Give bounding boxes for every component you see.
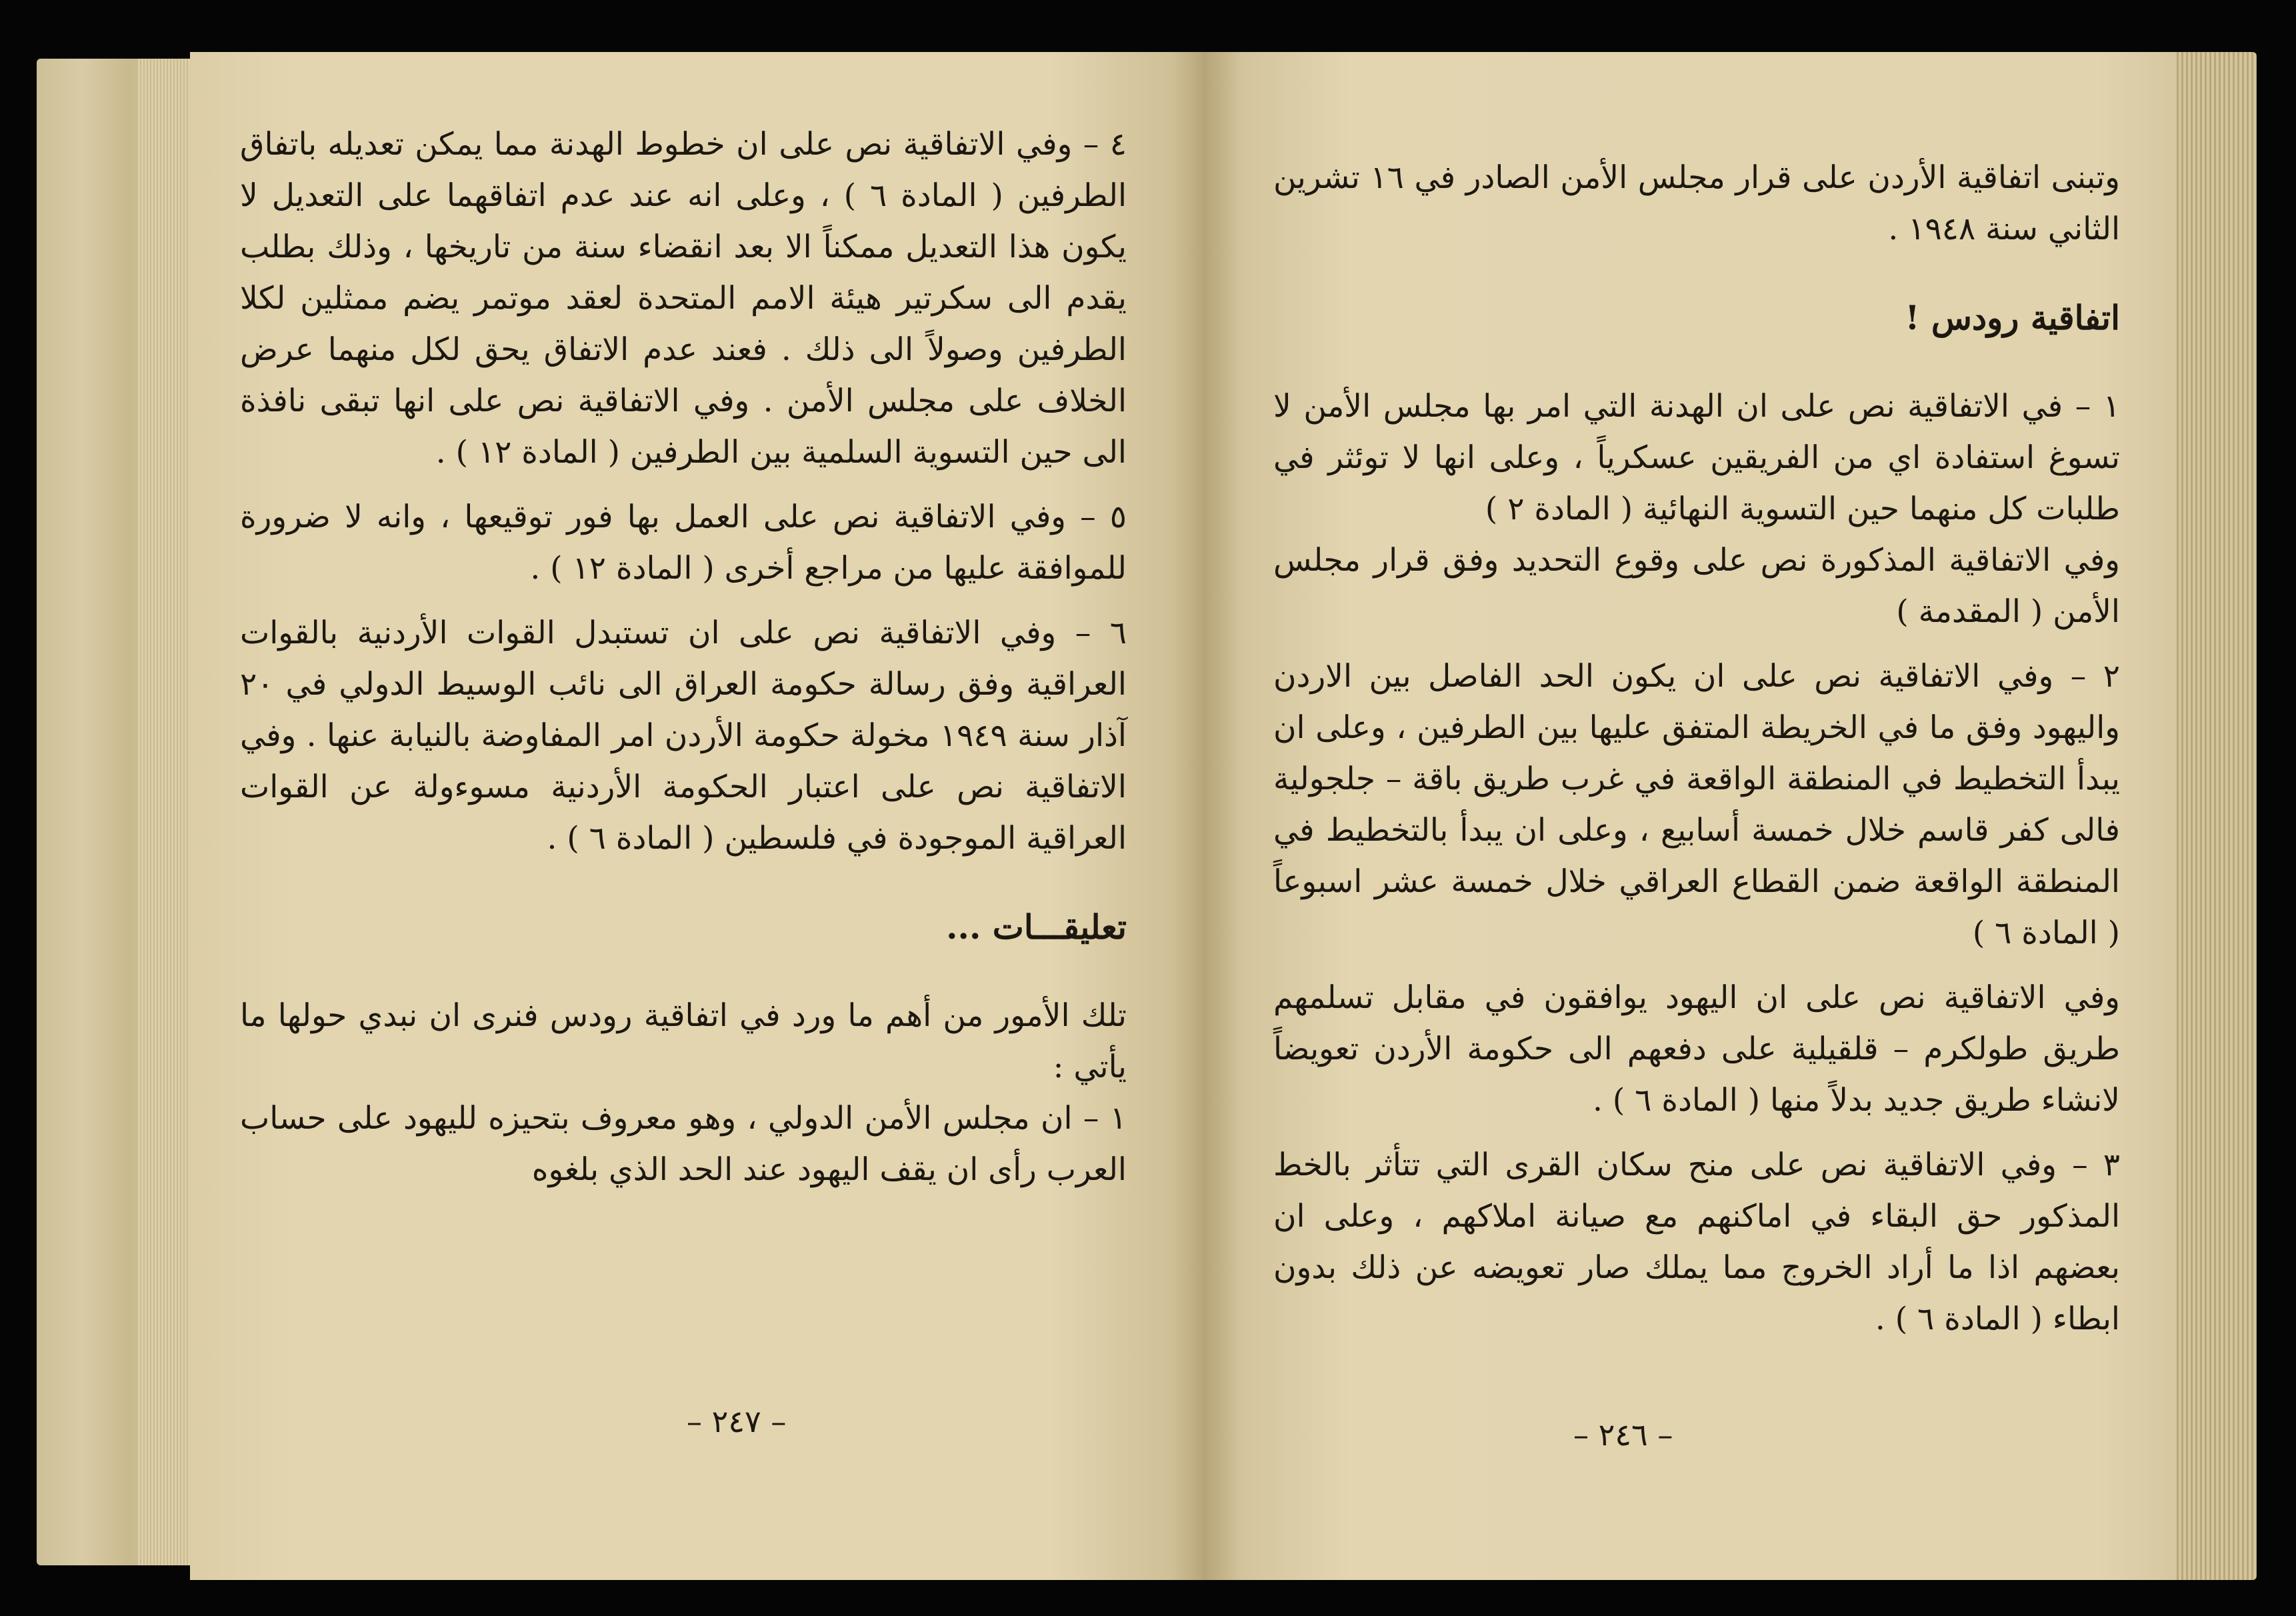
left-page-text: [240, 119, 1127, 1195]
paragraph: ١ – ان مجلس الأمن الدولي ، وهو معروف بتحيزه لليهود على حساب العرب رأى ان يقف اليهود عند الحد الذي بلغوه: [240, 1100, 1127, 1188]
paragraph: ٦ – وفي الاتفاقية نص على ان تستبدل القوات الأردنية بالقوات العراقية وفق رسالة حكومة العراق الى نائب الوسيط الدولي في ٢٠ آذار سنة ١٩٤٩ مخولة حكومة الأردن امر المفاوضة بالنيابة عنها . وفي الاتفاقية نص على اعتبار الحكومة الأردنية مسوءولة عن القوات العراقية الموجودة في فلسطين ( المادة ٦ ) .: [240, 615, 1127, 857]
paragraph: وفي الاتفاقية نص على ان اليهود يوافقون في مقابل تسلمهم طريق طولكرم – قلقيلية على دفعهم الى حكومة الأردن تعويضاً لانشاء طريق جديد بدلاً منها ( المادة ٦ ) .: [1273, 979, 2120, 1119]
page-edges-left: [37, 59, 190, 1565]
right-page-text: [1273, 152, 2120, 1345]
page-number: – ٢٤٧ –: [687, 1403, 787, 1439]
section-heading: اتفاقية رودس !: [1905, 298, 2120, 337]
section-heading: تعليقـــات ...: [946, 907, 1127, 947]
paragraph: ٤ – وفي الاتفاقية نص على ان خطوط الهدنة مما يمكن تعديله باتفاق الطرفين ( المادة ٦ ) ، وعلى انه عند عدم اتفاقهما على التعديل لا يكون هذا التعديل ممكناً الا بعد انقضاء سنة من تاريخها ، وذلك بطلب يقدم الى سكرتير هيئة الامم المتحدة لعقد موتمر يضم ممثلين لكلا الطرفين وصولاً الى ذلك . فعند عدم الاتفاق يحق لكل منهما عرض الخلاف على مجلس الأمن . وفي الاتفاقية نص على انها تبقى نافذة الى حين التسوية السلمية بين الطرفين ( المادة ١٢ ) .: [240, 126, 1127, 471]
paragraph: وتبنى اتفاقية الأردن على قرار مجلس الأمن الصادر في ١٦ تشرين الثاني سنة ١٩٤٨ .: [1273, 159, 2120, 247]
paragraph: تلك الأمور من أهم ما ورد في اتفاقية رودس فنرى ان نبدي حولها ما يأتي :: [240, 997, 1127, 1085]
page-edges-right: [2177, 52, 2257, 1580]
page-number: – ٢٤٦ –: [1573, 1417, 1673, 1453]
paragraph: وفي الاتفاقية المذكورة نص على وقوع التحديد وفق قرار مجلس الأمن ( المقدمة ): [1273, 542, 2120, 630]
paragraph: ٥ – وفي الاتفاقية نص على العمل بها فور توقيعها ، وانه لا ضرورة للموافقة عليها من مراجع أخرى ( المادة ١٢ ) .: [240, 499, 1127, 587]
paragraph: ٣ – وفي الاتفاقية نص على منح سكان القرى التي تتأثر بالخط المذكور حق البقاء في اماكنهم مع صيانة املاكهم ، وعلى ان بعضهم اذا ما أراد الخروج مما يملك صار تعويضه عن ذلك بدون ابطاء ( المادة ٦ ) .: [1273, 1147, 2120, 1337]
paragraph: ٢ – وفي الاتفاقية نص على ان يكون الحد الفاصل بين الاردن واليهود وفق ما في الخريطة المتفق عليها بين الطرفين ، وعلى ان يبدأ التخطيط في المنطقة الواقعة في غرب طريق باقة – جلجولية فالى كفر قاسم خلال خمسة أسابيع ، وعلى ان يبدأ بالتخطيط في المنطقة الواقعة ضمن القطاع العراقي خلال خمسة عشر اسبوعاً ( المادة ٦ ): [1273, 658, 2121, 951]
paragraph: ١ – في الاتفاقية نص على ان الهدنة التي امر بها مجلس الأمن لا تسوغ استفادة اي من الفريقين عسكرياً ، وعلى انها لا توئثر في طلبات كل منهما حين التسوية النهائية ( المادة ٢ ): [1273, 388, 2120, 527]
